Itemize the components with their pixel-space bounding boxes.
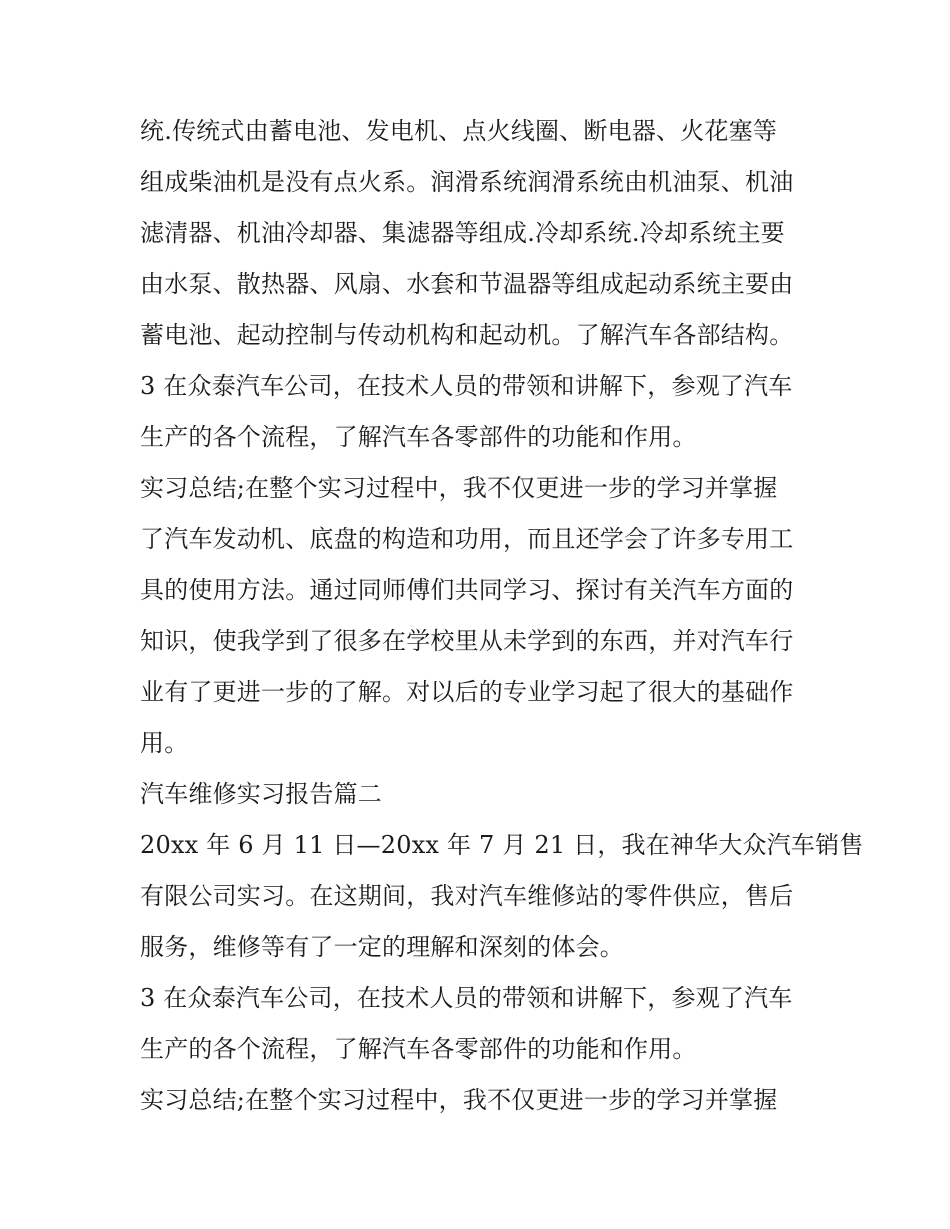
section-heading: 汽车维修实习报告篇二 (140, 780, 382, 808)
text-line: 了汽车发动机、底盘的构造和功用，而且还学会了许多专用工 (140, 525, 794, 553)
text-line: 实习总结;在整个实习过程中，我不仅更进一步的学习并掌握 (140, 1086, 778, 1114)
text-line: 用。 (140, 729, 189, 757)
text-line: 具的使用方法。通过同师傅们共同学习、探讨有关汽车方面的 (140, 576, 794, 604)
text-line: 统.传统式由蓄电池、发电机、点火线圈、断电器、火花塞等 (140, 117, 778, 145)
text-line: 滤清器、机油冷却器、集滤器等组成.冷却系统.冷却系统主要 (140, 219, 785, 247)
text-line: 组成柴油机是没有点火系。润滑系统润滑系统由机油泵、机油 (140, 168, 794, 196)
text-line: 20xx 年 6 月 11 日—20xx 年 7 月 21 日，我在神华大众汽车销售 (140, 831, 864, 859)
text-line: 实习总结;在整个实习过程中，我不仅更进一步的学习并掌握 (140, 474, 778, 502)
text-line: 知识，使我学到了很多在学校里从未学到的东西，并对汽车行 (140, 627, 794, 655)
text-line: 由水泵、散热器、风扇、水套和节温器等组成起动系统主要由 (140, 270, 794, 298)
text-line: 有限公司实习。在这期间，我对汽车维修站的零件供应，售后 (140, 882, 794, 910)
document-body (140, 106, 864, 1126)
text-line: 3 在众泰汽车公司，在技术人员的带领和讲解下，参观了汽车 (140, 984, 793, 1012)
text-line: 3 在众泰汽车公司，在技术人员的带领和讲解下，参观了汽车 (140, 372, 793, 400)
text-line: 业有了更进一步的了解。对以后的专业学习起了很大的基础作 (140, 678, 794, 706)
text-line: 生产的各个流程，了解汽车各零部件的功能和作用。 (140, 1035, 697, 1063)
text-line: 生产的各个流程，了解汽车各零部件的功能和作用。 (140, 423, 697, 451)
text-line: 服务，维修等有了一定的理解和深刻的体会。 (140, 933, 624, 961)
text-line: 蓄电池、起动控制与传动机构和起动机。了解汽车各部结构。 (140, 321, 794, 349)
